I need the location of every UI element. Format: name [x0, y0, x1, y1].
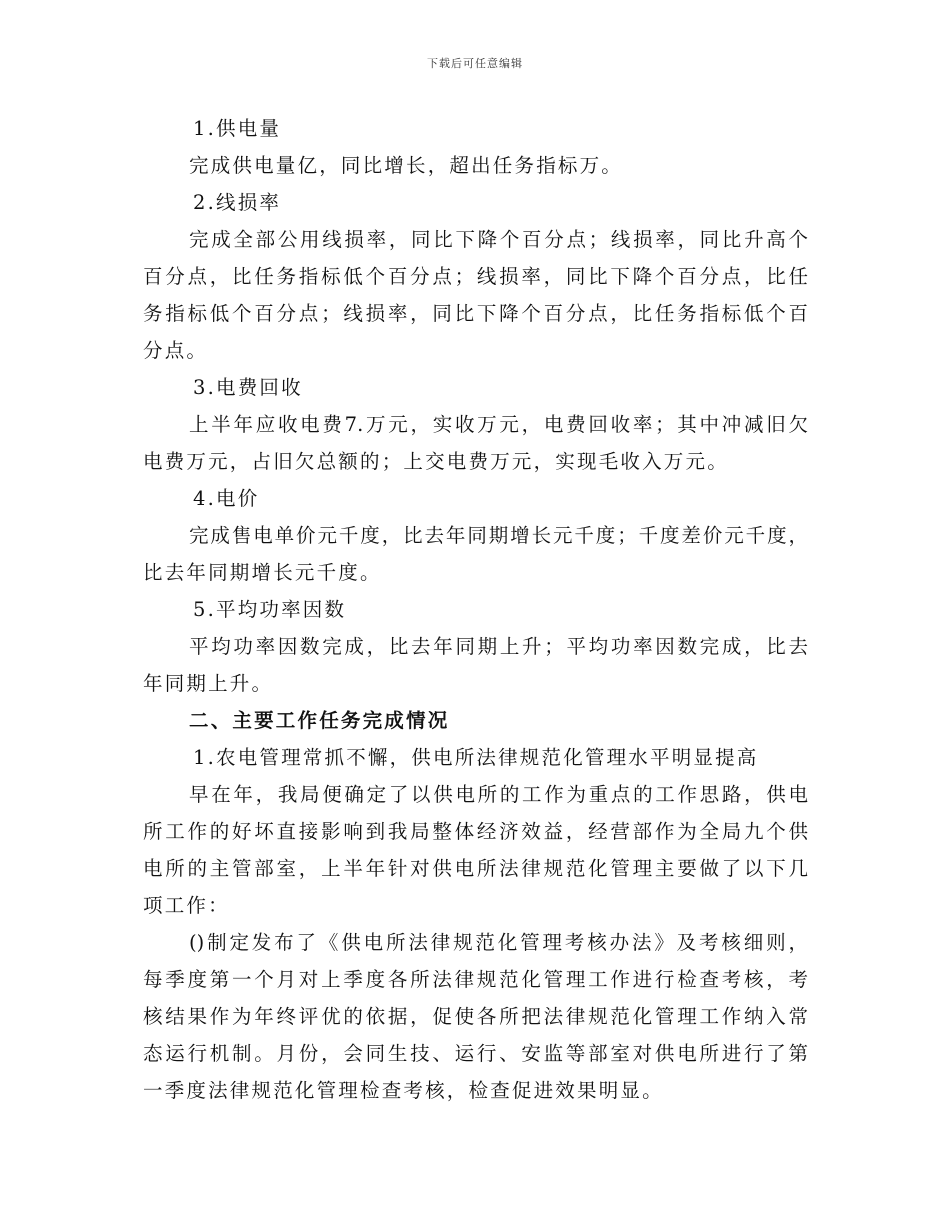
- paragraph-line: 项工作：: [143, 894, 230, 917]
- paragraph-line: 分点。: [143, 339, 209, 362]
- paragraph-line: 核结果作为年终评优的依据，促使各所把法律规范化管理工作纳入常: [143, 1005, 808, 1028]
- section-heading-line-loss: 2.线损率: [193, 191, 282, 214]
- paragraph-line: 完成供电量亿，同比增长，超出任务指标万。: [189, 154, 624, 177]
- paragraph-line: 电所的主管部室，上半年针对供电所法律规范化管理主要做了以下几: [143, 857, 808, 880]
- document-body: [143, 110, 808, 1109]
- paragraph-line: ()制定发布了《供电所法律规范化管理考核办法》及考核细则，: [189, 931, 808, 954]
- paragraph-line: 务指标低个百分点；线损率，同比下降个百分点，比任务指标低个百: [143, 302, 808, 325]
- paragraph-line: 完成售电单价元千度，比去年同期增长元千度；千度差价元千度，: [189, 524, 808, 547]
- page-header-note: 下载后可任意编辑: [427, 57, 523, 70]
- paragraph-line: 一季度法律规范化管理检查考核，检查促进效果明显。: [143, 1079, 664, 1102]
- section-heading-power-supply: 1.供电量: [193, 117, 282, 140]
- subsection-heading-rural-power: 1.农电管理常抓不懈，供电所法律规范化管理水平明显提高: [193, 746, 759, 769]
- paragraph-line: 所工作的好坏直接影响到我局整体经济效益，经营部作为全局九个供: [143, 820, 808, 843]
- paragraph-line: 每季度第一个月对上季度各所法律规范化管理工作进行检查考核，考: [143, 968, 808, 991]
- section-heading-main-tasks: 二、主要工作任务完成情况: [189, 709, 450, 732]
- section-heading-price: 4.电价: [193, 487, 260, 510]
- paragraph-line: 完成全部公用线损率，同比下降个百分点；线损率，同比升高个: [189, 228, 808, 251]
- section-heading-power-factor: 5.平均功率因数: [193, 598, 347, 621]
- paragraph-line: 态运行机制。月份，会同生技、运行、安监等部室对供电所进行了第: [143, 1042, 808, 1065]
- paragraph-line: 早在年，我局便确定了以供电所的工作为重点的工作思路，供电: [189, 783, 808, 806]
- paragraph-line: 上半年应收电费7.万元，实收万元，电费回收率；其中冲减旧欠: [189, 413, 808, 436]
- paragraph-line: 年同期上升。: [143, 672, 274, 695]
- paragraph-line: 百分点，比任务指标低个百分点；线损率，同比下降个百分点，比任: [143, 265, 808, 288]
- paragraph-line: 电费万元，占旧欠总额的；上交电费万元，实现毛收入万元。: [143, 450, 729, 473]
- paragraph-line: 比去年同期增长元千度。: [143, 561, 382, 584]
- section-heading-fee-collection: 3.电费回收: [193, 376, 303, 399]
- paragraph-line: 平均功率因数完成，比去年同期上升；平均功率因数完成，比去: [189, 635, 808, 658]
